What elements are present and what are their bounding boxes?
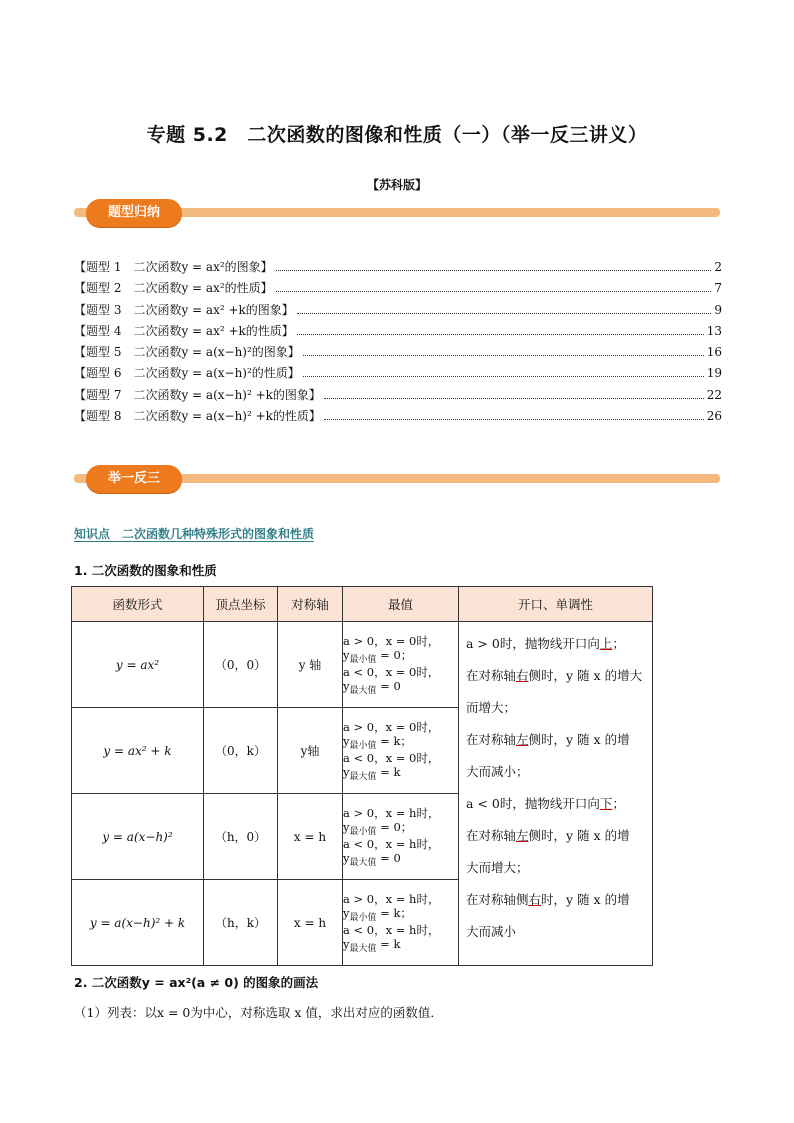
section-label-types: 题型归纳 — [86, 199, 182, 227]
extremum-line: a > 0，x = h时， — [343, 891, 440, 906]
extremum-line — [343, 820, 458, 837]
toc-item-label: 【题型 2 二次函数y = ax²的性质】 — [74, 281, 273, 296]
cell-extremum — [343, 794, 459, 880]
header-function-form: 函数形式 — [72, 587, 204, 622]
header-vertex: 顶点坐标 — [204, 587, 278, 622]
section-label-examples: 举一反三 — [86, 465, 182, 493]
note-line — [466, 628, 646, 660]
note-emphasis: 上 — [599, 636, 613, 651]
toc-leader — [297, 312, 712, 314]
toc-item[interactable] — [74, 364, 722, 385]
extremum-var: y — [343, 679, 350, 693]
note-emphasis: 左 — [516, 732, 529, 747]
note-text: 在对称轴侧 — [466, 892, 529, 907]
note-line: 大而增大； — [466, 860, 529, 875]
extremum-line: a > 0，x = h时， — [343, 805, 440, 820]
heading-drawing-method: 2. 二次函数y = ax²(a ≠ 0) 的图象的画法 — [74, 975, 319, 990]
note-line — [466, 660, 646, 692]
cell-axis: x = h — [278, 880, 343, 966]
extremum-line: a < 0，x = h时， — [343, 922, 440, 937]
edition-label: 【苏科版】 — [366, 178, 427, 192]
extremum-var: y — [343, 937, 350, 951]
cell-extremum — [343, 622, 459, 708]
extremum-sub: 最大值 — [349, 858, 377, 868]
toc-leader — [324, 418, 704, 420]
extremum-sub: 最大值 — [349, 686, 377, 696]
extremum-sub: 最大值 — [349, 944, 377, 954]
extremum-line — [343, 648, 458, 665]
table-of-contents — [74, 258, 722, 428]
toc-item-label: 【题型 7 二次函数y = a(x−h)² +k的图象】 — [74, 387, 321, 402]
extremum-value: = k — [376, 765, 401, 779]
toc-leader — [324, 397, 704, 399]
note-text: 侧时，y 随 x 的增 — [528, 732, 630, 747]
extremum-line — [343, 937, 458, 954]
toc-item[interactable] — [74, 301, 722, 322]
extremum-line: a < 0，x = 0时， — [343, 664, 440, 679]
note-text: 侧时，y 随 x 的增 — [528, 828, 630, 843]
extremum-line — [343, 679, 458, 696]
cell-vertex: （0，0） — [204, 622, 278, 708]
extremum-var: y — [343, 765, 350, 779]
cell-function-form: y = ax² + k — [72, 708, 204, 794]
extremum-sub: 最小值 — [349, 913, 377, 923]
note-emphasis: 左 — [516, 828, 529, 843]
extremum-line: a > 0，x = 0时， — [343, 719, 440, 734]
note-line — [466, 724, 646, 756]
cell-vertex: （h，k） — [204, 880, 278, 966]
extremum-var: y — [343, 820, 350, 834]
cell-function-form: y = a(x−h)² + k — [72, 880, 204, 966]
toc-item-page: 13 — [706, 323, 722, 338]
toc-leader — [297, 333, 704, 335]
properties-table — [71, 586, 653, 966]
extremum-line: a < 0，x = h时， — [343, 836, 440, 851]
extremum-sub: 最小值 — [349, 741, 377, 751]
note-text: ； — [612, 636, 625, 651]
toc-item[interactable] — [74, 279, 722, 300]
heading-graph-properties: 1. 二次函数的图象和性质 — [74, 563, 217, 578]
extremum-value: = 0 — [376, 851, 401, 865]
extremum-line: a > 0，x = 0时， — [343, 633, 440, 648]
page-title: 专题 5.2 二次函数的图像和性质（一）（举一反三讲义） — [146, 124, 648, 146]
toc-item-label: 【题型 6 二次函数y = a(x−h)²的性质】 — [74, 366, 300, 381]
note-line: 大而减小 — [466, 924, 517, 939]
extremum-value: = 0； — [376, 648, 413, 662]
note-line — [466, 820, 646, 852]
note-line — [466, 788, 646, 820]
extremum-value: = k； — [376, 906, 412, 920]
extremum-var: y — [343, 851, 350, 865]
paragraph-tabulate: （1）列表：以x = 0为中心，对称选取 x 值，求出对应的函数值． — [74, 1005, 443, 1020]
extremum-var: y — [343, 906, 350, 920]
table-header-row — [72, 587, 653, 622]
toc-item[interactable] — [74, 322, 722, 343]
cell-axis: y 轴 — [278, 622, 343, 708]
extremum-sub: 最大值 — [349, 772, 377, 782]
note-line: 而增大； — [466, 700, 517, 715]
extremum-sub: 最小值 — [349, 655, 377, 665]
note-emphasis: 右 — [528, 892, 542, 907]
note-text: 在对称轴 — [466, 732, 517, 747]
toc-item-label: 【题型 1 二次函数y = ax²的图象】 — [74, 260, 273, 274]
table-row — [72, 622, 653, 708]
note-text: ； — [612, 796, 625, 811]
cell-function-form: y = ax² — [72, 622, 204, 708]
cell-vertex: （h，0） — [204, 794, 278, 880]
note-emphasis: 右 — [516, 668, 529, 683]
header-monotonicity: 开口、单调性 — [459, 587, 653, 622]
extremum-value: = k — [376, 937, 401, 951]
toc-item-page: 26 — [706, 409, 722, 424]
note-line — [466, 884, 646, 916]
cell-extremum — [343, 708, 459, 794]
toc-item-page: 19 — [706, 366, 722, 381]
toc-leader — [276, 290, 712, 292]
toc-item[interactable] — [74, 343, 722, 364]
note-text: 侧时，y 随 x 的增大 — [528, 668, 643, 683]
extremum-value: = 0 — [376, 679, 401, 693]
note-emphasis: 下 — [599, 796, 613, 811]
knowledge-point-heading: 知识点 二次函数几种特殊形式的图象和性质 — [74, 527, 315, 541]
extremum-line — [343, 734, 458, 751]
note-text: a < 0时，抛物线开口向 — [466, 796, 600, 811]
toc-leader — [276, 269, 712, 271]
cell-extremum — [343, 880, 459, 966]
toc-item[interactable] — [74, 407, 722, 428]
toc-item-page: 2 — [714, 260, 722, 274]
toc-item[interactable] — [74, 386, 722, 407]
note-text: 时，y 随 x 的增 — [541, 892, 630, 907]
toc-item-label: 【题型 8 二次函数y = a(x−h)² +k的性质】 — [74, 409, 321, 424]
toc-item-label: 【题型 5 二次函数y = a(x−h)²的图象】 — [74, 345, 300, 360]
extremum-line — [343, 851, 458, 868]
toc-item-page: 22 — [706, 387, 722, 402]
toc-item-page: 7 — [714, 281, 722, 296]
extremum-line: a < 0，x = 0时， — [343, 750, 440, 765]
extremum-value: = 0； — [376, 820, 413, 834]
toc-leader — [303, 354, 704, 356]
toc-item-page: 9 — [714, 302, 722, 317]
note-line: 大而减小； — [466, 764, 529, 779]
header-extremum: 最值 — [343, 587, 459, 622]
toc-leader — [303, 375, 704, 377]
toc-item-page: 16 — [706, 345, 722, 360]
toc-item-label: 【题型 4 二次函数y = ax² +k的性质】 — [74, 323, 294, 338]
toc-item[interactable] — [74, 258, 722, 279]
note-text: a > 0时，抛物线开口向 — [466, 636, 600, 651]
cell-vertex: （0，k） — [204, 708, 278, 794]
extremum-var: y — [343, 734, 350, 748]
note-text: 在对称轴 — [466, 668, 517, 683]
toc-item-label: 【题型 3 二次函数y = ax² +k的图象】 — [74, 302, 294, 317]
cell-monotonicity-note — [459, 622, 653, 966]
header-axis: 对称轴 — [278, 587, 343, 622]
cell-axis: y轴 — [278, 708, 343, 794]
extremum-line — [343, 906, 458, 923]
extremum-value: = k； — [376, 734, 412, 748]
extremum-sub: 最小值 — [349, 827, 377, 837]
cell-axis: x = h — [278, 794, 343, 880]
note-text: 在对称轴 — [466, 828, 517, 843]
extremum-line — [343, 765, 458, 782]
extremum-var: y — [343, 648, 350, 662]
cell-function-form: y = a(x−h)² — [72, 794, 204, 880]
